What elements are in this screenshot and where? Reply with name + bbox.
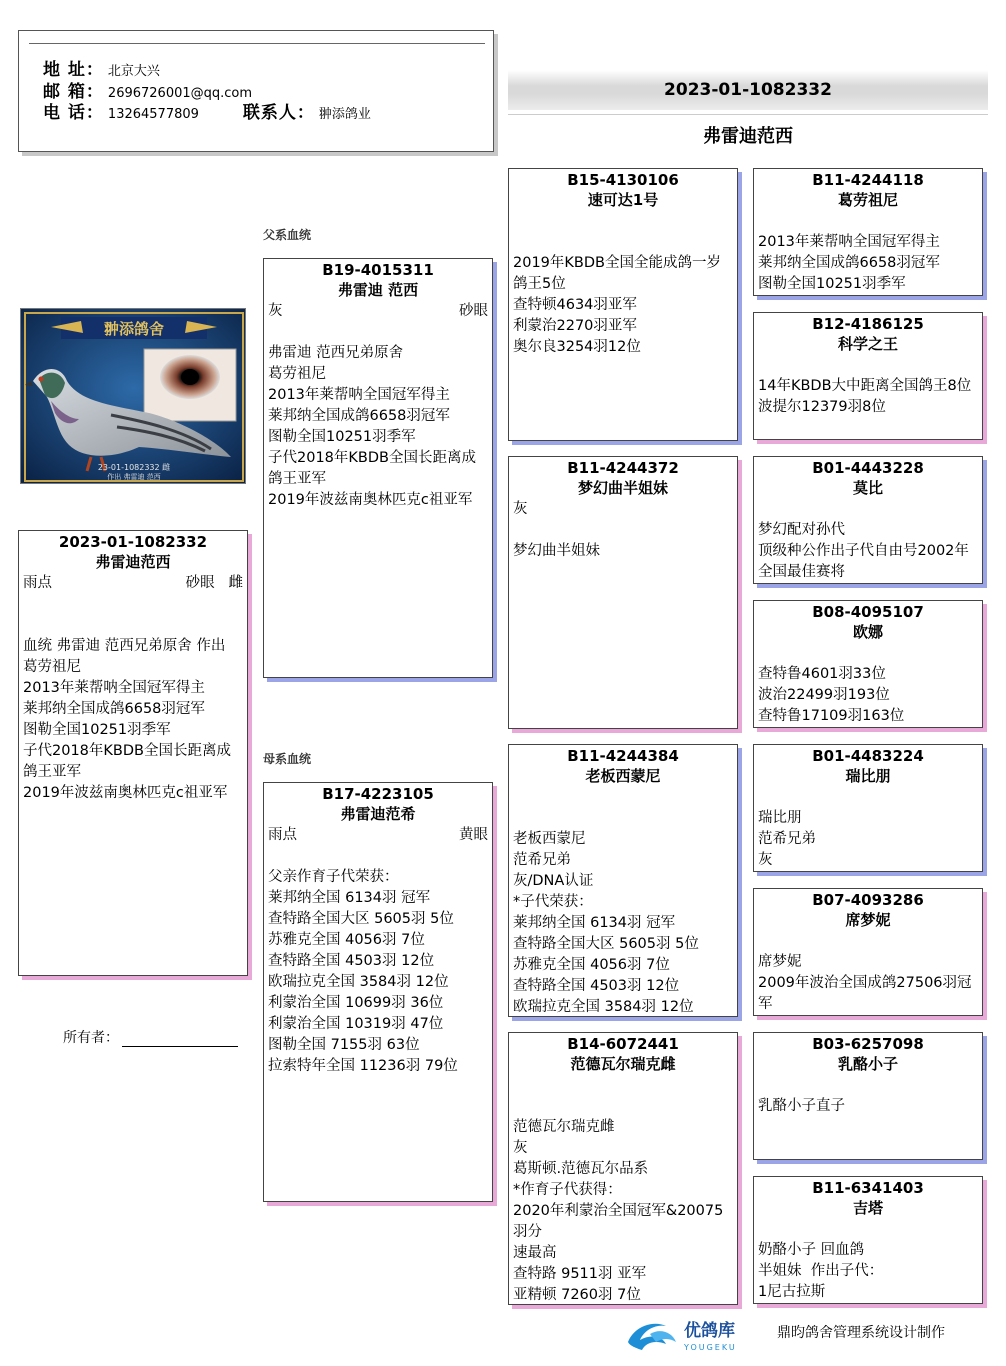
bird-name: 弗雷迪范希 (340, 805, 416, 823)
bird-description: 父亲作育子代荣获： 莱邦纳全国 6134羽 冠军 查特路全国大区 5605羽 5位 苏雅克全国 4056羽 7位 查特路全国 4503羽 12位 欧瑞拉克全国 3584羽 12位 利蒙治全国 10699羽 36位 利蒙治全国 10319羽 47位 图勒全国 7155羽 63位 拉索特年全国 11236羽 79位 (268, 869, 458, 1074)
phone-label: 电 话： (43, 103, 104, 123)
bird-attributes (23, 573, 243, 594)
bird-name: 范德瓦尔瑞克雌 (570, 1055, 676, 1073)
bird-ring-number: B03-6257098 (812, 1035, 924, 1053)
bird-name: 欧娜 (852, 623, 883, 641)
bird-ring-number: B11-4244372 (567, 459, 679, 477)
subject-card (18, 530, 248, 976)
father-card (263, 258, 493, 678)
bird-description: 乳酪小子直子 (758, 1098, 845, 1114)
grandsire-maternal-card (508, 744, 738, 1017)
photo-caption-ring: 23-01-1082332 雌 (97, 463, 171, 472)
great-grandparent-card (753, 1032, 983, 1160)
bird-description: 范德瓦尔瑞克雌 灰 葛斯顿.范德瓦尔品系 *作育子代获得： 2020年利蒙治全国冠军&20075羽分 速最高 查特路 9511羽 亚军 亚精顿 7260羽 7位 (513, 1119, 724, 1303)
great-grandparent-card (753, 168, 983, 296)
granddam-paternal-card (508, 456, 738, 729)
bird-ring-number: B01-4483224 (812, 747, 924, 765)
bird-name: 弗雷迪范西 (95, 553, 171, 571)
bird-ring-number: B11-4244384 (567, 747, 679, 765)
owner-label: 所有者： (63, 1030, 119, 1046)
pedigree-bird-name: 弗雷迪范西 (703, 126, 793, 147)
bird-ring-number: B11-6341403 (812, 1179, 924, 1197)
bird-eye: 砂眼 (185, 575, 215, 591)
phone-value: 13264577809 (107, 107, 199, 122)
bird-color: 灰 (268, 303, 283, 319)
contact-person-label: 联系人： (242, 103, 315, 123)
bird-attributes (268, 301, 488, 322)
bird-sex: 雌 (228, 575, 243, 591)
pigeon-photo (20, 308, 246, 484)
phone-row (43, 98, 371, 123)
great-grandparent-card (753, 1176, 983, 1304)
pigeon-illustration (21, 309, 246, 484)
bird-eye: 黄眼 (459, 827, 488, 843)
bird-ring-number: 2023-01-1082332 (58, 533, 208, 551)
bird-ring-number: B01-4443228 (812, 459, 924, 477)
divider (29, 43, 485, 44)
bird-ring-number: B17-4223105 (322, 785, 434, 803)
bird-description: 老板西蒙尼 范希兄弟 灰/DNA认证 *子代荣获： 莱邦纳全国 6134羽 冠军 查特路全国大区 5605羽 5位 苏雅克全国 4056羽 7位 查特路全国 4503羽 12位 欧瑞拉克全国 3584羽 12位 (513, 831, 699, 1015)
pedigree-ring-number: 2023-01-1082332 (508, 70, 988, 110)
great-grandparent-card (753, 456, 983, 584)
bird-description: 查特鲁4601羽33位 波治22499羽193位 查特鲁17109羽163位 (758, 666, 905, 724)
bird-description: 2013年莱帮呐全国冠军得主 莱邦纳全国成鸽6658羽冠军 图勒全国10251羽季军 (758, 234, 940, 292)
owner-field (63, 1027, 238, 1047)
bird-eye: 砂眼 (459, 303, 488, 319)
bird-name: 梦幻曲半姐妹 (577, 479, 668, 497)
bird-name: 葛劳祖尼 (837, 191, 898, 209)
bird-color: 灰 (513, 501, 528, 517)
logo-subtext: YOUGEKU (684, 1343, 737, 1352)
bird-ring-number: B08-4095107 (812, 603, 924, 621)
bird-name: 瑞比朋 (845, 767, 891, 785)
bird-description: 2019年KBDB全国全能成鸽一岁鸽王5位 查特顿4634羽亚军 利蒙治2270羽亚军 奥尔良3254羽12位 (513, 255, 721, 355)
email-label: 邮 箱： (43, 82, 104, 102)
yougeku-logo (620, 1312, 760, 1356)
bird-color: 雨点 (23, 575, 52, 591)
bird-description: 席梦妮 2009年波治全国成鸽27506羽冠军 (758, 954, 972, 1012)
granddam-maternal-card (508, 1032, 738, 1305)
bird-ring-number: B15-4130106 (567, 171, 679, 189)
bird-ring-number: B14-6072441 (567, 1035, 679, 1053)
bird-description: 血统 弗雷迪 范西兄弟原舍 作出 葛劳祖尼 2013年莱帮呐全国冠军得主 莱邦纳全国成鸽6658羽冠军 图勒全国10251羽季军 子代2018年KBDB全国长距离成鸽王亚军 2019年波兹南奥林匹克c祖亚军 (23, 638, 231, 801)
mother-card (263, 782, 493, 1202)
bird-name: 吉塔 (852, 1199, 883, 1217)
bird-ring-number: B19-4015311 (322, 261, 434, 279)
address-label: 地 址： (43, 60, 104, 80)
address-row (43, 55, 160, 80)
bird-ring-number: B07-4093286 (812, 891, 924, 909)
email-row (43, 77, 253, 102)
photo-banner: 翀添鸽舍 (103, 320, 165, 338)
great-grandparent-card (753, 600, 983, 728)
photo-caption-name: 作出 弗雷迪 范西 (107, 473, 161, 481)
father-line-label: 父系血统 (263, 228, 312, 242)
bird-name: 弗雷迪 范西 (337, 281, 419, 299)
bird-name: 科学之王 (837, 335, 898, 353)
grandsire-paternal-card (508, 168, 738, 441)
logo-text: 优鸽库 (684, 1321, 735, 1341)
bird-description: 梦幻曲半姐妹 (513, 543, 600, 559)
mother-line-label: 母系血统 (263, 752, 312, 766)
address-value: 北京大兴 (107, 64, 160, 79)
contact-box (18, 30, 494, 152)
bird-name: 席梦妮 (845, 911, 891, 929)
bird-description: 梦幻配对孙代 顶级种公作出子代自由号2002年全国最佳赛将 (758, 522, 969, 580)
divider (508, 114, 988, 115)
bird-description: 瑞比朋 范希兄弟 灰 (758, 810, 816, 868)
great-grandparent-card (753, 312, 983, 440)
contact-person-value: 翀添鸽业 (318, 107, 371, 122)
great-grandparent-card (753, 744, 983, 872)
email-value: 2696726001@qq.com (107, 86, 253, 101)
bird-name: 乳酪小子 (837, 1055, 898, 1073)
owner-signature-line[interactable] (122, 1029, 238, 1047)
bird-ring-number: B12-4186125 (812, 315, 924, 333)
great-grandparent-card (753, 888, 983, 1016)
bird-description: 弗雷迪 范西兄弟原舍 葛劳祖尼 2013年莱帮呐全国冠军得主 莱邦纳全国成鸽6658羽冠军 图勒全国10251羽季军 子代2018年KBDB全国长距离成鸽王亚军 2019年波兹南奥林匹克c祖亚军 (268, 345, 476, 508)
bird-name: 速可达1号 (587, 191, 659, 209)
bird-attributes (268, 825, 488, 846)
footer-credit: 鼎昀鸽舍管理系统设计制作 (777, 1325, 945, 1341)
bird-color: 雨点 (268, 827, 297, 843)
bird-ring-number: B11-4244118 (812, 171, 924, 189)
bird-name: 莫比 (852, 479, 883, 497)
bird-description: 14年KBDB大中距离全国鸽王8位 波提尔12379羽8位 (758, 378, 972, 415)
bird-description: 奶酪小子 回血鸽 半姐妹 作出子代： 1尼古拉斯 (758, 1242, 884, 1300)
bird-name: 老板西蒙尼 (585, 767, 661, 785)
